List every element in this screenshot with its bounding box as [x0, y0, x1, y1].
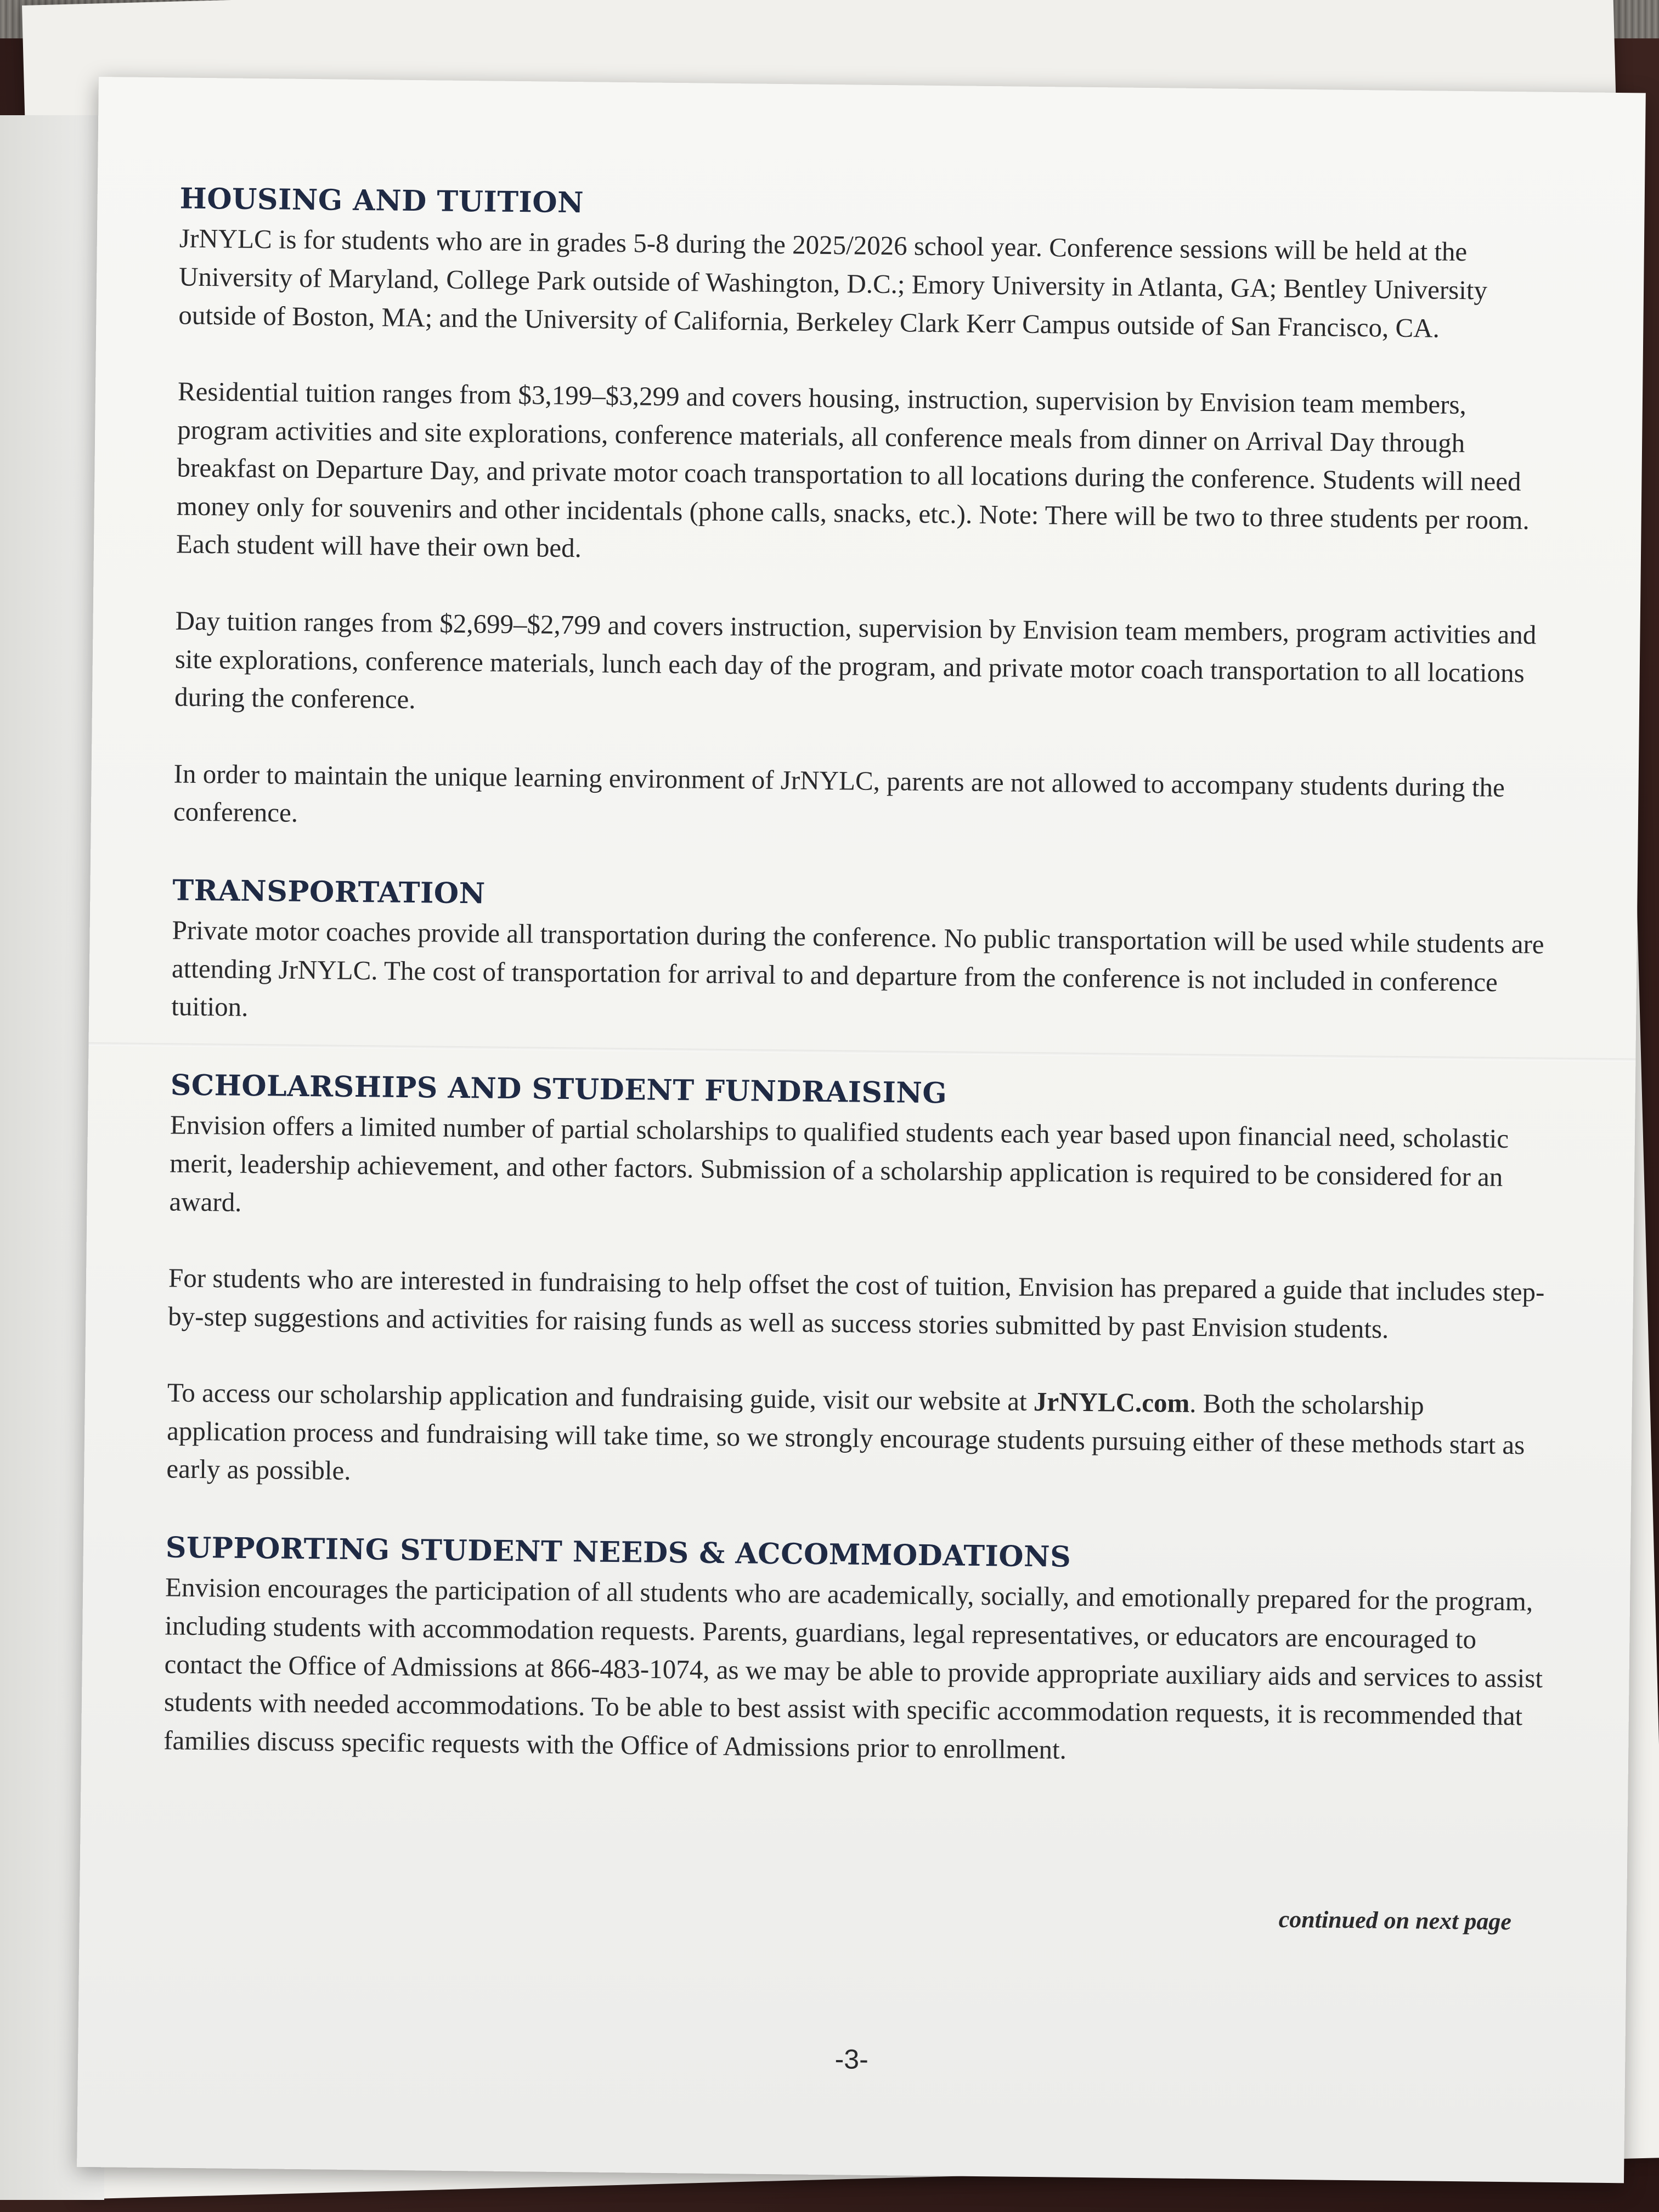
- paragraph: Envision encourages the participation of all students who are academically, socially, and emotionally prepared for the program, including students with accommodation requests. Parents, guardians, legal representatives, or educators are encouraged to contact the Office of Admissions at 866-483-1074, as we may be able to provide appropriate auxiliary aids and services to assist students with needed accommodations. To be able to best assist with specific accommodation requests, it is recommended that families discuss specific requests with the Office of Admissions prior to enrollment.: [163, 1572, 1543, 1765]
- section-heading: TRANSPORTATION: [172, 873, 486, 911]
- section-transportation: [171, 873, 1555, 1040]
- paragraph: Residential tuition ranges from $3,199–$3,299 and covers housing, instruction, supervision by Envision team members, program activities and site explorations, conference materials, all conference meals from dinner on Arrival Day through breakfast on Departure Day, and private motor coach transportation to all locations during the conference. Students will need money only for souvenirs and other incidentals (phone calls, snacks, etc.). Note: There will be two to three students per room. Each student will have their own bed.: [176, 376, 1530, 563]
- paragraph: Day tuition ranges from $2,699–$2,799 and covers instruction, supervision by Envision team members, program activities and site explorations, conference materials, lunch each day of the program, and private motor coach transportation to all locations during the conference.: [174, 605, 1537, 715]
- paragraph: Private motor coaches provide all transportation during the conference. No public transportation will be used while students are attending JrNYLC. The cost of transportation for arrival to and departure from the conference is not included in conference tuition.: [171, 915, 1544, 1023]
- section-heading: SCHOLARSHIPS AND STUDENT FUNDRAISING: [170, 1068, 947, 1110]
- website-access-paragraph: [166, 1374, 1550, 1503]
- access-text-after: . Both the scholarship application process and fundraising will take time, so we strongly encourage students pursuing either of these methods start as early as possible.: [166, 1388, 1525, 1486]
- paragraph: For students who are interested in fundraising to help offset the cost of tuition, Envision has prepared a guide that includes step-by-step suggestions and activities for raising funds as well as success stories submitted by past Envision students.: [168, 1262, 1545, 1344]
- access-text-before: To access our scholarship application and fundraising guide, visit our website at: [167, 1377, 1034, 1417]
- section-heading: HOUSING AND TUITION: [179, 182, 584, 220]
- section-accommodations: [163, 1531, 1548, 1774]
- paragraph: In order to maintain the unique learning environment of JrNYLC, parents are not allowed to accompany students during the conference.: [173, 758, 1505, 828]
- document-page: [77, 77, 1646, 2183]
- paragraph: Envision offers a limited number of partial scholarships to qualified students each year based upon financial need, scholastic merit, leadership achievement, and other factors. Submission of a scholarship application is required to be considered for an award.: [169, 1109, 1509, 1217]
- section-heading: SUPPORTING STUDENT NEEDS & ACCOMMODATIONS: [165, 1531, 1071, 1574]
- paragraph: JrNYLC is for students who are in grades 5-8 during the 2025/2026 school year. Conference sessions will be held at the University of Maryland, College Park outside of Washington, D.C.; Emory University in Atlanta, GA; Bentley University outside of Boston, MA; and the University of California, Berkeley Clark Kerr Campus outside of San Francisco, CA.: [178, 223, 1488, 343]
- section-housing-and-tuition: [173, 182, 1562, 845]
- section-scholarships: [166, 1069, 1553, 1503]
- document-content: [163, 182, 1562, 1817]
- website-link: JrNYLC.com: [1033, 1386, 1190, 1419]
- continued-note: continued on next page: [1278, 1905, 1512, 1936]
- page-number: -3-: [834, 2044, 869, 2075]
